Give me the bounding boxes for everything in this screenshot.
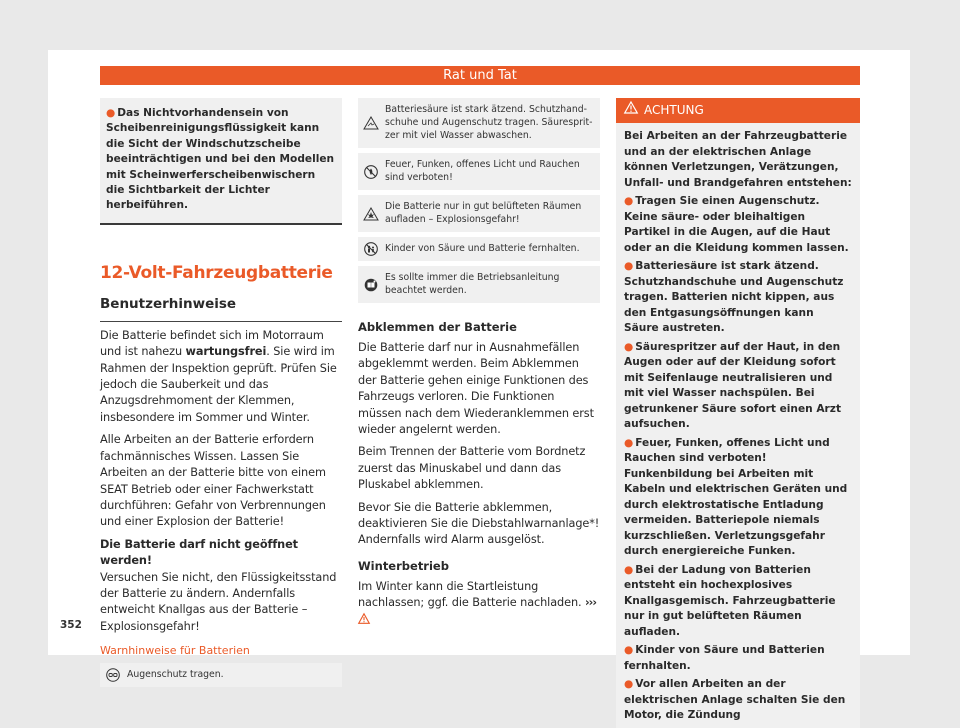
- note-box: [100, 98, 342, 225]
- warning-symbol-text: Feuer, Funken, offenes Licht und Rauchen sind verboten!: [385, 159, 580, 183]
- warning-symbol-row: [358, 195, 600, 232]
- warning-item: ● Feuer, Funken, offenes Licht und Rauchen sind verboten! Funkenbildung bei Arbeiten mit Kabeln und elektrischen Geräten und durch elektrostatische Entladung vermeiden. Batteriepole niemals kurzschließen. Verletzungsgefahr durch energiereiche Funken.: [624, 436, 848, 557]
- no-fire-icon: [358, 165, 384, 179]
- warning-symbol-row: [358, 266, 600, 303]
- warning-symbol-text: Die Batterie nur in gut belüfteten Räumen aufladen – Explosionsgefahr!: [385, 201, 582, 225]
- paragraph: Im Winter kann die Startleistung nachlassen; ggf. die Batterie nachladen. ›››: [358, 579, 600, 628]
- column-left: [100, 98, 342, 687]
- warning-list-heading: Warnhinweise für Batterien: [100, 644, 250, 658]
- warning-symbol-row: [358, 237, 600, 261]
- warning-box: [616, 98, 860, 728]
- warning-symbol-text: Augenschutz tragen.: [127, 669, 224, 681]
- warning-item: ● Säurespritzer auf der Haut, in den Augen oder auf der Kleidung sofort mit Seifenlauge neutralisieren und mit viel Wasser nachspülen. Bei getrunkener Säure sofort einen Arzt aufsuchen.: [624, 340, 842, 430]
- no-children-icon: [358, 242, 384, 256]
- warning-symbol-text: Kinder von Säure und Batterie fernhalten.: [385, 243, 580, 254]
- section-heading: Benutzerhinweise: [100, 296, 342, 322]
- section-header: Rat und Tat: [100, 66, 860, 85]
- warning-symbol-row: [358, 153, 600, 190]
- manual-icon: [358, 278, 384, 292]
- warning-box-header: [616, 98, 860, 123]
- paragraph: Alle Arbeiten an der Batterie erfordern fachmännisches Wissen. Lassen Sie Arbeiten an der Batterie bitte von einem SEAT Betrieb oder einer Fachwerkstatt durchführen: Gefahr von Verbrennungen und einer Explosion der Batterie!: [100, 433, 326, 529]
- warning-triangle-icon: [624, 98, 638, 123]
- column-middle: [358, 98, 600, 628]
- paragraph: Die Batterie darf nur in Ausnahmefällen abgeklemmt werden. Beim Abklemmen der Batterie gehen einige Funktionen des Fahrzeugs verloren. Die Funktionen müssen nach dem Wiederanklemmen erst wieder angelernt werden.: [358, 341, 594, 437]
- warning-title: ACHTUNG: [644, 103, 704, 117]
- warning-symbol-row: [100, 663, 342, 687]
- goggles-icon: [100, 668, 126, 682]
- paragraph: Die Batterie darf nicht geöffnet werden! Versuchen Sie nicht, den Flüssigkeitsstand der Batterie zu ändern. Andernfalls entweicht Knallgas aus der Batterie – Explosionsgefahr!: [100, 537, 337, 633]
- paragraph: Bevor Sie die Batterie abklemmen, deaktivieren Sie die Diebstahlwarnanlage*! Andernfalls wird Alarm ausgelöst.: [358, 500, 600, 547]
- bullet-icon: ●: [106, 107, 116, 119]
- explosion-icon: [358, 207, 384, 221]
- paragraph: Beim Trennen der Batterie vom Bordnetz zuerst das Minuskabel und dann das Pluskabel abklemmen.: [358, 445, 586, 492]
- warning-triangle-icon: [358, 613, 370, 626]
- page-number: 352: [60, 619, 82, 631]
- paragraph: Die Batterie befindet sich im Motorraum und ist nahezu wartungsfrei. Sie wird im Rahmen der Inspektion geprüft. Prüfen Sie jedoch die Sauberkeit und das Anzugsdrehmoment der Klemmen, insbesondere im Sommer und Winter.: [100, 328, 337, 424]
- warning-item: ● Batteriesäure ist stark ätzend. Schutzhandschuhe und Augenschutz tragen. Batterien nicht kippen, aus den Entgasungsöffnungen kann Säure austreten.: [624, 260, 844, 334]
- warning-body: [616, 123, 860, 728]
- warning-symbol-text: Es sollte immer die Betriebsanleitung beachtet werden.: [385, 272, 560, 296]
- warning-symbol-text: Batteriesäure ist stark ätzend. Schutzhandschuhe und Augenschutz tragen. Säurespritzer mit viel Wasser abwaschen.: [385, 104, 593, 141]
- section-heading: Abklemmen der Batterie: [358, 320, 517, 334]
- warning-item: ● Tragen Sie einen Augenschutz. Keine säure- oder bleihaltigen Partikel in die Augen, auf die Haut oder an die Kleidung kommen lassen.: [624, 195, 849, 254]
- chapter-heading: 12-Volt-Fahrzeugbatterie: [100, 262, 333, 283]
- acid-icon: [358, 116, 384, 130]
- warning-symbol-row: [358, 98, 600, 148]
- column-right: [616, 98, 860, 728]
- warning-item: ● Bei der Ladung von Batterien entsteht ein hochexplosives Knallgasgemisch. Fahrzeugbatterie nur in gut belüfteten Räumen aufladen.: [624, 563, 836, 638]
- section-heading: Winterbetrieb: [358, 558, 449, 573]
- warning-item: ● Vor allen Arbeiten an der elektrischen Anlage schalten Sie den Motor, die Zündung: [624, 678, 846, 721]
- warning-intro: Bei Arbeiten an der Fahrzeugbatterie und an der elektrischen Anlage können Verletzungen, Verätzungen, Unfall- und Brandgefahren entstehen:: [624, 130, 852, 189]
- note-text: Das Nichtvorhandensein von Scheibenreinigungsflüssigkeit kann die Sicht der Windschutzscheibe beeinträchtigen und bei den Modellen mit Scheinwerferscheibenwischern die Sichtbarkeit der Lichter herbeiführen.: [106, 107, 335, 212]
- warning-item: ● Kinder von Säure und Batterien fernhalten.: [624, 644, 825, 672]
- continue-arrows: ›››: [585, 596, 596, 610]
